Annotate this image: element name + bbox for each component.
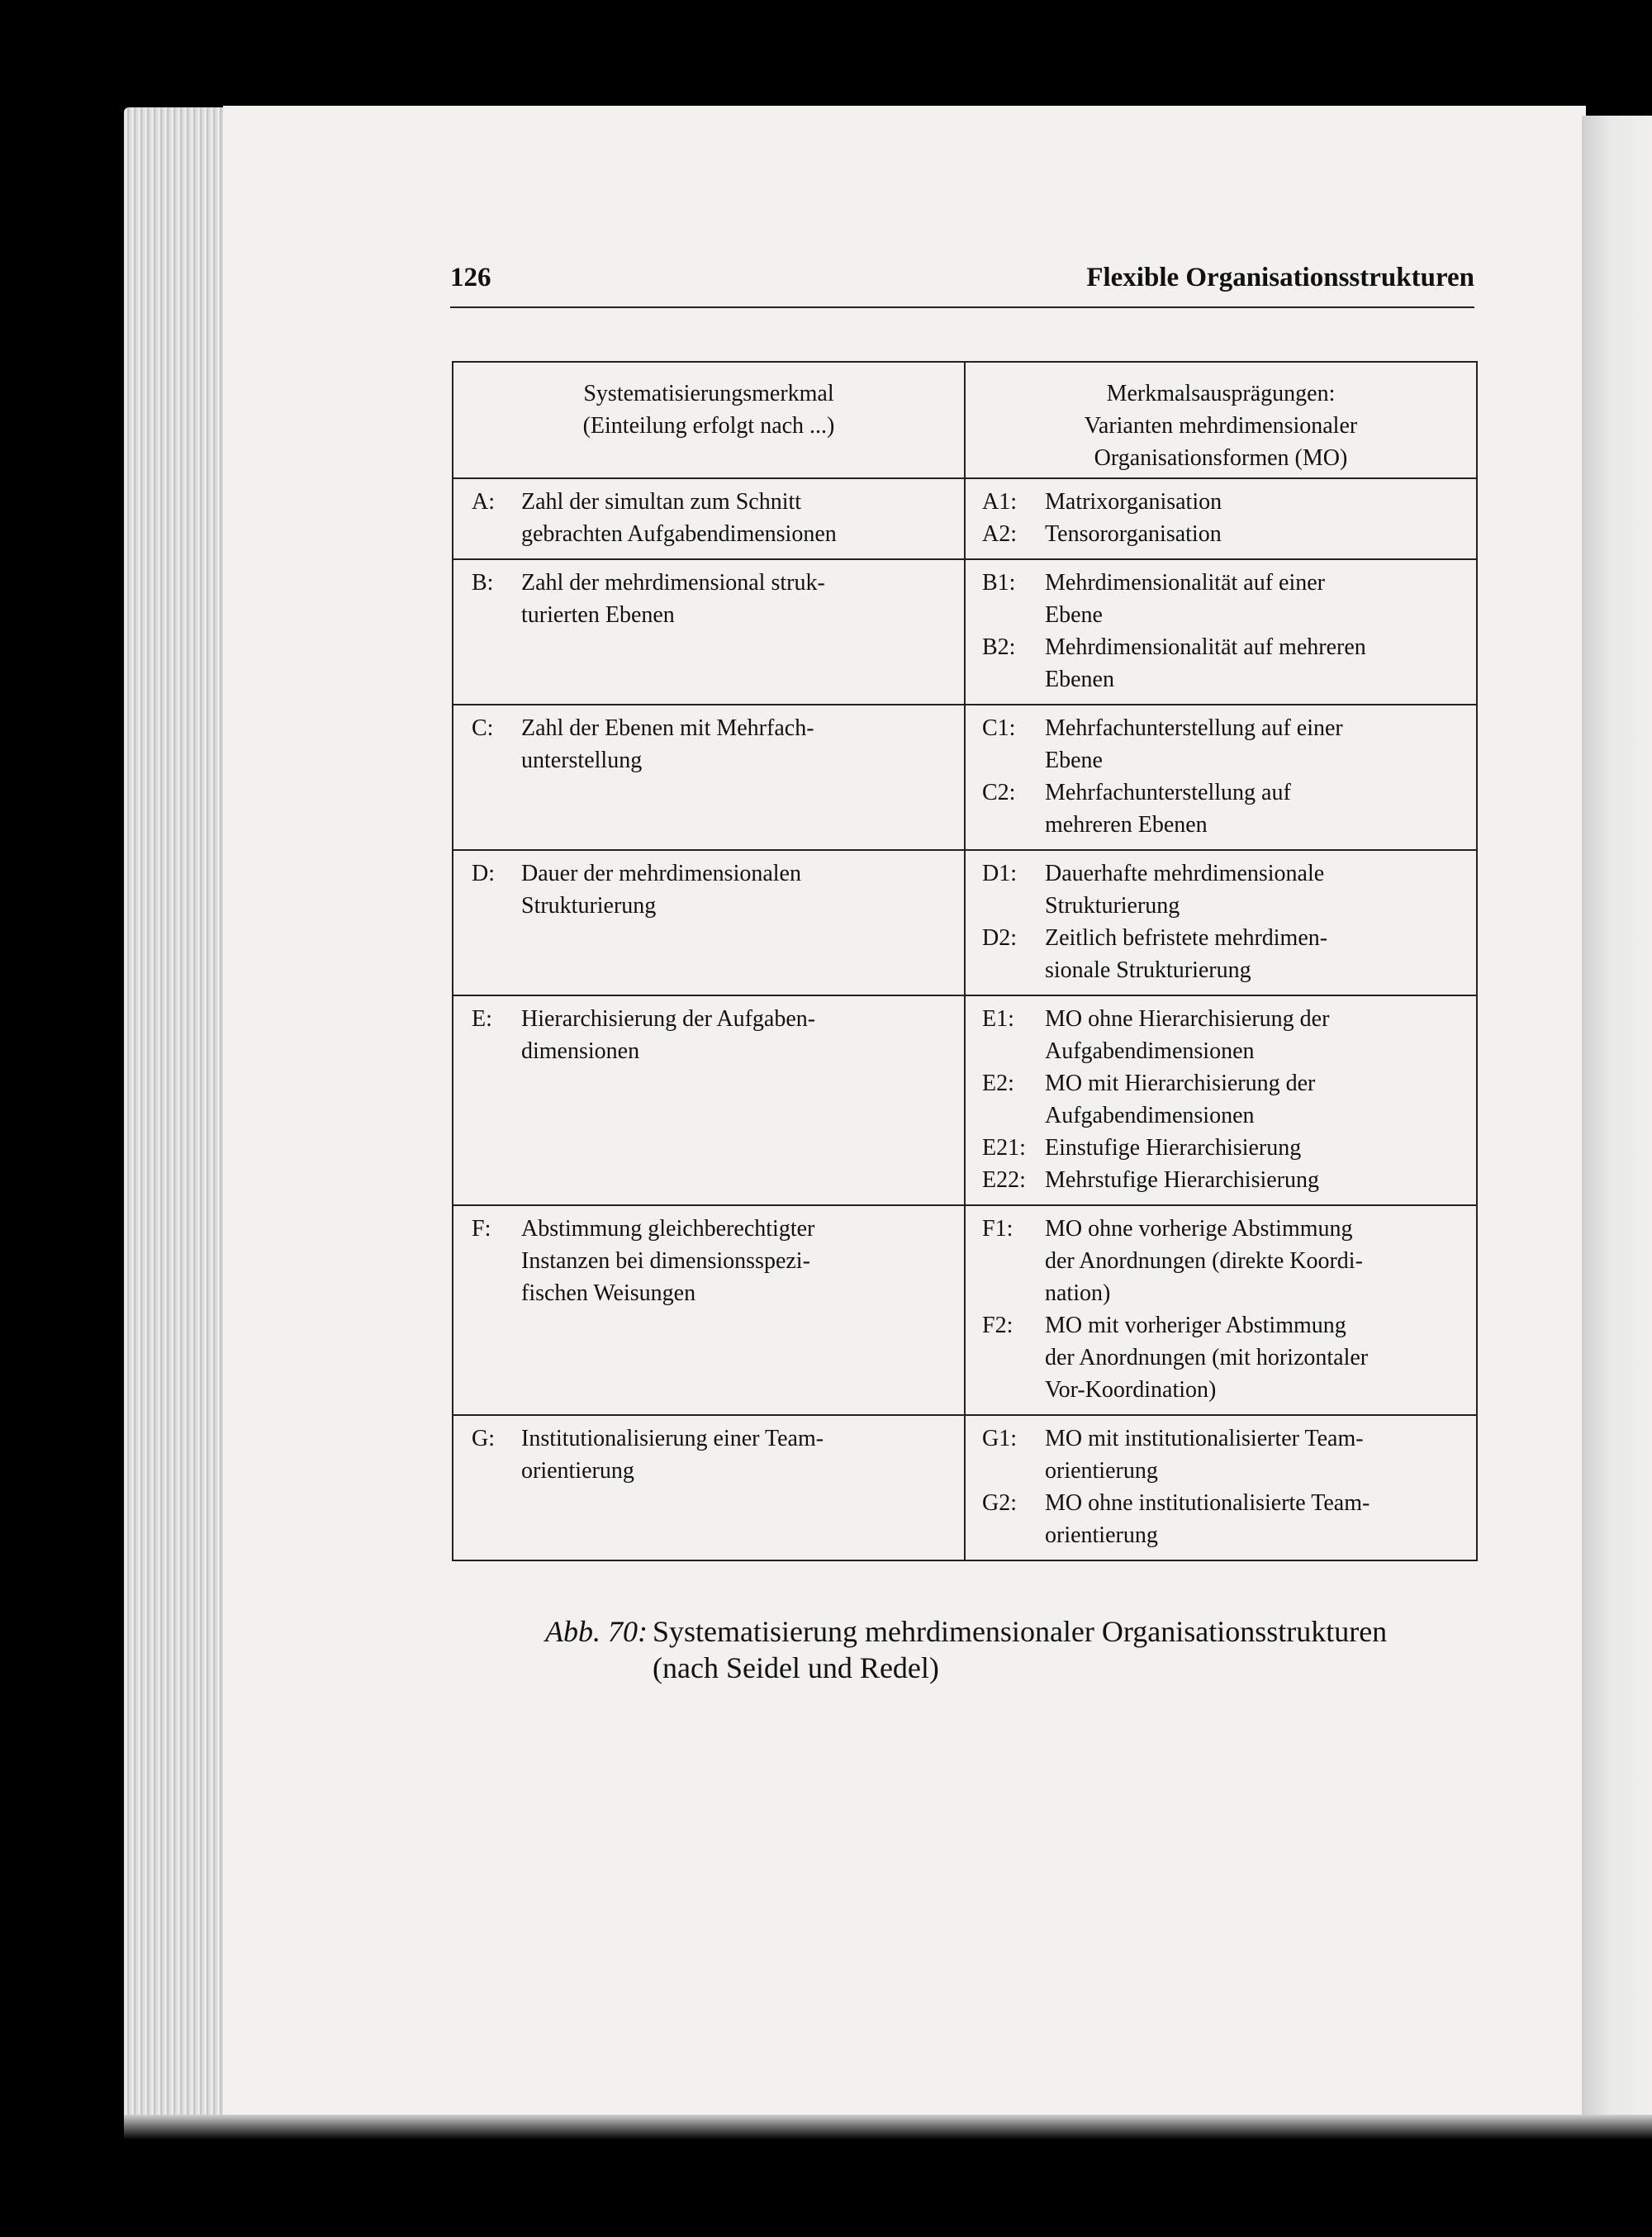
- criterion-code: A:: [472, 489, 495, 515]
- criterion-code: G:: [472, 1426, 495, 1451]
- variant-text: [1045, 486, 1468, 518]
- variant-line: Ebene: [1045, 748, 1103, 773]
- variant-code: E1:: [982, 1006, 1014, 1032]
- variant-line: Tensororganisation: [1045, 521, 1222, 547]
- column-header-variants: [965, 362, 1477, 478]
- criterion-cell: [453, 995, 965, 1205]
- table-header-row: [453, 362, 1477, 478]
- header-line: (Einteilung erfolgt nach ...): [582, 413, 835, 439]
- criterion-entry: [463, 567, 956, 631]
- variant-line: sionale Strukturierung: [1045, 957, 1251, 983]
- caption-line: (nach Seidel und Redel): [653, 1651, 939, 1684]
- variant-code: D1:: [982, 861, 1017, 886]
- criterion-code: C:: [472, 715, 494, 741]
- variant-code: C2:: [982, 780, 1016, 805]
- variant-line: Mehrdimensionalität auf mehreren: [1045, 634, 1366, 660]
- criterion-text: [521, 857, 956, 922]
- caption-text: [653, 1613, 1387, 1686]
- variant-text: [1045, 1309, 1468, 1406]
- variant-entry: [982, 1132, 1468, 1164]
- criterion-line: gebrachten Aufgabendimensionen: [521, 521, 837, 547]
- criterion-text: [521, 567, 956, 631]
- variant-line: Einstufige Hierarchisierung: [1045, 1135, 1302, 1161]
- column-header-criterion: [453, 362, 965, 478]
- variant-code: F2:: [982, 1313, 1014, 1338]
- criterion-line: fischen Weisungen: [521, 1280, 696, 1306]
- variant-line: MO mit Hierarchisierung der: [1045, 1071, 1316, 1096]
- variant-text: [1045, 712, 1468, 777]
- criterion-code: D:: [472, 861, 495, 886]
- variant-text: [1045, 1164, 1468, 1196]
- criterion-cell: [453, 478, 965, 559]
- variant-entry: [982, 631, 1468, 696]
- variants-cell: [965, 995, 1477, 1205]
- criterion-text: [521, 1003, 956, 1067]
- variant-entry: [982, 518, 1468, 550]
- variant-entry: [982, 712, 1468, 777]
- variant-text: [1045, 567, 1468, 631]
- facing-page-edge: [1582, 116, 1652, 2123]
- variant-code: E22:: [982, 1167, 1026, 1193]
- variant-code: A1:: [982, 489, 1017, 515]
- variant-entry: [982, 922, 1468, 986]
- criterion-cell: [453, 559, 965, 705]
- variants-cell: [965, 705, 1477, 850]
- variant-text: [1045, 857, 1468, 922]
- variant-line: Mehrstufige Hierarchisierung: [1045, 1167, 1319, 1193]
- variant-entry: [982, 857, 1468, 922]
- variant-text: [1045, 922, 1468, 986]
- criterion-cell: [453, 705, 965, 850]
- criterion-cell: [453, 850, 965, 995]
- variant-text: [1045, 1213, 1468, 1309]
- variant-code: G2:: [982, 1490, 1017, 1516]
- criterion-cell: [453, 1415, 965, 1560]
- header-rule: [450, 306, 1474, 308]
- criterion-text: [521, 1213, 956, 1309]
- criterion-line: turierten Ebenen: [521, 602, 675, 628]
- criterion-line: Hierarchisierung der Aufgaben-: [521, 1006, 816, 1032]
- variants-cell: [965, 1415, 1477, 1560]
- variant-line: Zeitlich befristete mehrdimen-: [1045, 925, 1328, 951]
- running-title: Flexible Organisationsstrukturen: [1086, 263, 1474, 292]
- bottom-shadow: [124, 2115, 1652, 2140]
- table-row: [453, 1415, 1477, 1560]
- variant-entry: [982, 1422, 1468, 1487]
- variant-line: Strukturierung: [1045, 893, 1180, 919]
- table-row: [453, 478, 1477, 559]
- variant-entry: [982, 1309, 1468, 1406]
- variant-text: [1045, 1003, 1468, 1067]
- variant-line: orientierung: [1045, 1458, 1158, 1484]
- header-line: Varianten mehrdimensionaler: [1084, 413, 1358, 439]
- variant-line: mehreren Ebenen: [1045, 812, 1208, 838]
- variants-cell: [965, 1205, 1477, 1415]
- caption-line: Systematisierung mehrdimensionaler Organisationsstrukturen: [653, 1615, 1388, 1648]
- variant-line: der Anordnungen (direkte Koordi-: [1045, 1248, 1363, 1274]
- variant-line: Mehrfachunterstellung auf einer: [1045, 715, 1343, 741]
- variants-cell: [965, 850, 1477, 995]
- variant-line: Aufgabendimensionen: [1045, 1038, 1255, 1064]
- variant-text: [1045, 777, 1468, 841]
- criterion-line: Zahl der Ebenen mit Mehrfach-: [521, 715, 814, 741]
- table-row: [453, 1205, 1477, 1415]
- criterion-entry: [463, 486, 956, 550]
- header-line: Organisationsformen (MO): [1094, 445, 1348, 471]
- criterion-entry: [463, 1003, 956, 1067]
- variant-entry: [982, 1164, 1468, 1196]
- variant-code: E2:: [982, 1071, 1014, 1096]
- criterion-code: E:: [472, 1006, 492, 1032]
- variant-line: MO ohne vorherige Abstimmung: [1045, 1216, 1353, 1242]
- variant-text: [1045, 631, 1468, 696]
- table-row: [453, 850, 1477, 995]
- criterion-line: Zahl der mehrdimensional struk-: [521, 570, 825, 596]
- table-row: [453, 559, 1477, 705]
- criterion-entry: [463, 1422, 956, 1487]
- variant-text: [1045, 518, 1468, 550]
- variant-line: Matrixorganisation: [1045, 489, 1222, 515]
- variant-code: G1:: [982, 1426, 1017, 1451]
- criterion-text: [521, 712, 956, 777]
- variant-line: Mehrdimensionalität auf einer: [1045, 570, 1325, 596]
- criterion-code: B:: [472, 570, 494, 596]
- systematization-table: [452, 361, 1478, 1561]
- criterion-cell: [453, 1205, 965, 1415]
- criterion-line: Institutionalisierung einer Team-: [521, 1426, 824, 1451]
- variant-text: [1045, 1132, 1468, 1164]
- variant-line: Ebenen: [1045, 667, 1114, 692]
- variant-line: MO mit vorheriger Abstimmung: [1045, 1313, 1346, 1338]
- criterion-line: dimensionen: [521, 1038, 640, 1064]
- criterion-entry: [463, 1213, 956, 1309]
- variant-line: MO ohne Hierarchisierung der: [1045, 1006, 1330, 1032]
- variant-text: [1045, 1067, 1468, 1132]
- criterion-line: orientierung: [521, 1458, 634, 1484]
- table-row: [453, 705, 1477, 850]
- variant-code: F1:: [982, 1216, 1014, 1242]
- variant-line: Ebene: [1045, 602, 1103, 628]
- criterion-line: Abstimmung gleichberechtigter: [521, 1216, 815, 1242]
- variants-cell: [965, 478, 1477, 559]
- header-line: Systematisierungsmerkmal: [583, 381, 834, 406]
- variant-code: B2:: [982, 634, 1016, 660]
- variants-cell: [965, 559, 1477, 705]
- variant-entry: [982, 1213, 1468, 1309]
- table-row: [453, 995, 1477, 1205]
- criterion-entry: [463, 857, 956, 922]
- variant-code: A2:: [982, 521, 1017, 547]
- criterion-line: Dauer der mehrdimensionalen: [521, 861, 801, 886]
- page-edges: [124, 107, 231, 2123]
- variant-line: MO ohne institutionalisierte Team-: [1045, 1490, 1370, 1516]
- variant-text: [1045, 1422, 1468, 1487]
- criterion-line: Zahl der simultan zum Schnitt: [521, 489, 802, 515]
- variant-line: Dauerhafte mehrdimensionale: [1045, 861, 1325, 886]
- criterion-line: unterstellung: [521, 748, 643, 773]
- variant-code: E21:: [982, 1135, 1026, 1161]
- criterion-text: [521, 486, 956, 550]
- variant-entry: [982, 1003, 1468, 1067]
- criterion-text: [521, 1422, 956, 1487]
- variant-entry: [982, 1067, 1468, 1132]
- variant-code: B1:: [982, 570, 1016, 596]
- variant-line: MO mit institutionalisierter Team-: [1045, 1426, 1364, 1451]
- criterion-entry: [463, 712, 956, 777]
- variant-entry: [982, 777, 1468, 841]
- variant-code: D2:: [982, 925, 1017, 951]
- variant-line: Vor-Koordination): [1045, 1377, 1217, 1403]
- variant-entry: [982, 1487, 1468, 1551]
- page-number: 126: [450, 263, 491, 292]
- header-line: Merkmalsausprägungen:: [1106, 381, 1336, 406]
- criterion-line: Strukturierung: [521, 893, 657, 919]
- variant-entry: [982, 567, 1468, 631]
- criterion-code: F:: [472, 1216, 491, 1242]
- variant-code: C1:: [982, 715, 1016, 741]
- variant-line: orientierung: [1045, 1522, 1158, 1548]
- variant-line: Mehrfachunterstellung auf: [1045, 780, 1291, 805]
- criterion-line: Instanzen bei dimensionsspezi-: [521, 1248, 810, 1274]
- variant-text: [1045, 1487, 1468, 1551]
- running-header: [450, 263, 1474, 304]
- variant-entry: [982, 486, 1468, 518]
- variant-line: nation): [1045, 1280, 1111, 1306]
- caption-label: Abb. 70:: [545, 1615, 648, 1648]
- variant-line: der Anordnungen (mit horizontaler: [1045, 1345, 1369, 1370]
- variant-line: Aufgabendimensionen: [1045, 1103, 1255, 1128]
